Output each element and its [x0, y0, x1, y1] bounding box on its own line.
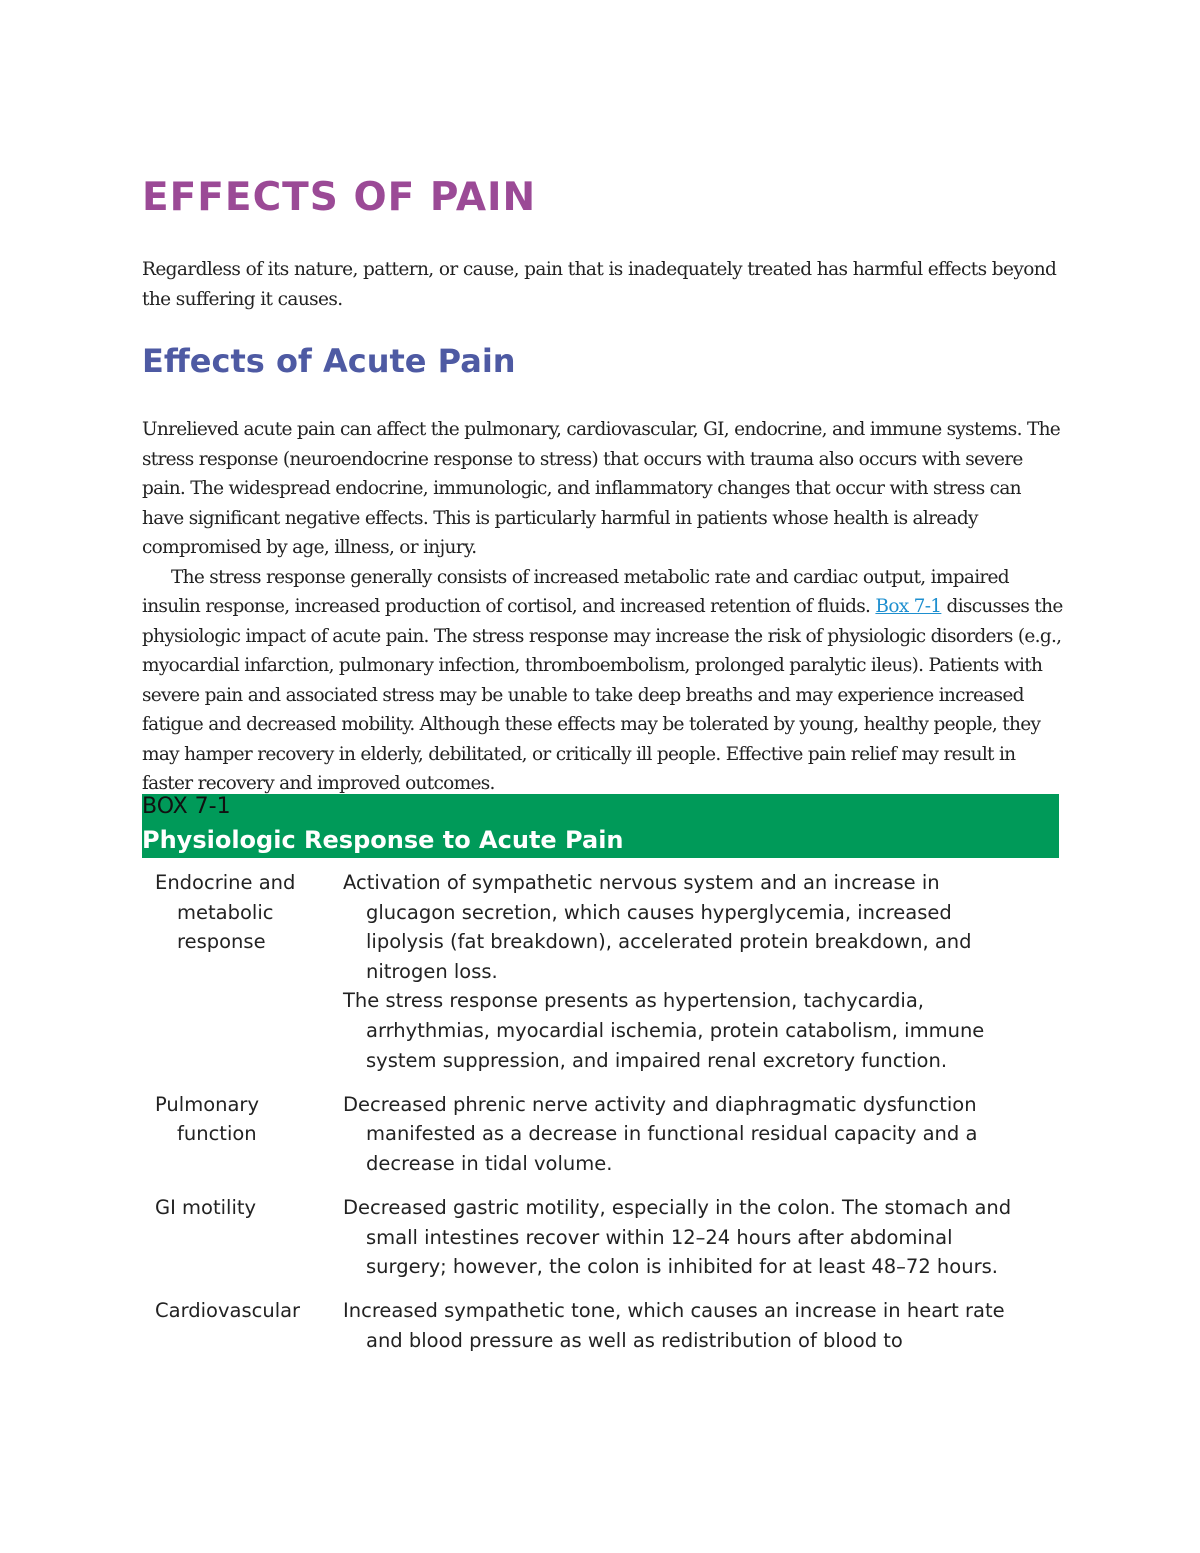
row-term: Pulmonary function — [155, 1092, 259, 1146]
paragraph-text: The stress response generally consists of increased metabolic rate and cardiac output, impaired insulin response, increased production of cortisol, and increased retention of fluids. — [142, 566, 1009, 617]
section-heading: EFFECTS OF PAIN — [142, 175, 537, 220]
box-table — [155, 868, 1035, 1370]
description-text: The stress response presents as hypertension, tachycardia, arrhythmias, myocardial ischemia, protein catabolism, immune system suppression, and impaired renal excretory function. — [343, 989, 985, 1072]
table-row — [155, 868, 1035, 1075]
paragraph: Unrelieved acute pain can affect the pulmonary, cardiovascular, GI, endocrine, and immune systems. The stress response (neuroendocrine response to stress) that occurs with trauma also occurs with severe pain. The widespread endocrine, immunologic, and inflammatory changes that occur with stress can have significant negative effects. This is particularly harmful in patients whose health is already compromised by age, illness, or injury. — [142, 419, 1061, 558]
description-text: Activation of sympathetic nervous system and an increase in glucagon secretion, which causes hyperglycemia, increased lipolysis (fat breakdown), accelerated protein breakdown, and nitrogen loss. — [343, 871, 972, 983]
table-row — [155, 1296, 1035, 1355]
row-description — [343, 868, 1035, 1075]
row-description — [343, 1296, 1035, 1355]
row-term: Endocrine and metabolic response — [155, 871, 296, 954]
row-term: GI motility — [155, 1195, 257, 1219]
description-text: Decreased phrenic nerve activity and diaphragmatic dysfunction manifested as a decrease in functional residual capacity and a decrease in tidal volume. — [343, 1092, 978, 1175]
row-description — [343, 1090, 1035, 1179]
table-row — [155, 1193, 1035, 1282]
row-term: Cardiovascular — [155, 1299, 301, 1323]
paragraph-text: discusses the physiologic impact of acute pain. The stress response may increase the risk of physiologic disorders (e.g., myocardial infarction, pulmonary infection, thromboembolism, prolonged paralytic ileus). Patients with severe pain and associated stress may be unable to take deep breaths and may experience increased fatigue and decreased mobility. Although these effects may be tolerated by young, healthy people, they may hamper recovery in elderly, debilitated, or critically ill people. Effective pain relief may result in faster recovery and improved outcomes. — [142, 596, 1063, 794]
intro-paragraph: Regardless of its nature, pattern, or cause, pain that is inadequately treated has harmful effects beyond the suffering it causes. — [142, 259, 1057, 310]
description-text: Decreased gastric motility, especially in the colon. The stomach and small intestines recover within 12–24 hours after abdominal surgery; however, the colon is inhibited for at least 48–72 hours. — [343, 1195, 1012, 1279]
box-title: Physiologic Response to Acute Pain — [142, 826, 624, 854]
row-description — [343, 1193, 1035, 1282]
body-text — [142, 415, 1067, 799]
subsection-heading: Effects of Acute Pain — [142, 342, 516, 380]
box-label: BOX 7-1 — [142, 794, 231, 819]
description-text: Increased sympathetic tone, which causes an increase in heart rate and blood pressure as well as redistribution of blood to — [343, 1299, 1005, 1352]
paragraph — [142, 563, 1067, 799]
box-cross-reference-link[interactable]: Box 7-1 — [875, 596, 942, 617]
box-header — [142, 794, 1059, 858]
table-row — [155, 1090, 1035, 1179]
